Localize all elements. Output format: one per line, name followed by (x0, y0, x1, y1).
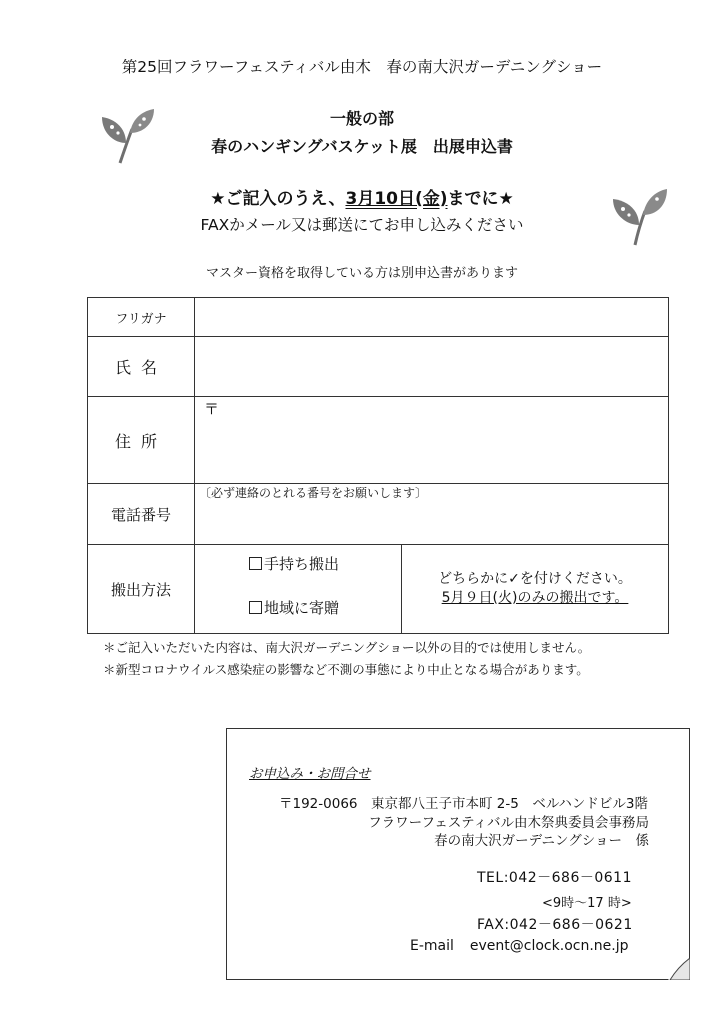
checkbox-icon[interactable] (249, 601, 262, 614)
submit-methods: FAXかメール又は郵送にてお申し込みください (200, 216, 524, 234)
deadline-date: 3月10日(金) (345, 189, 448, 209)
furigana-label: フリガナ (88, 298, 195, 337)
row-phone (88, 484, 669, 545)
contact-show: 春の南大沢ガーデニングショー 係 (434, 833, 649, 849)
contact-organization: フラワーフェスティバル由木祭典委員会事務局 (368, 815, 649, 831)
contact-heading: お申込み・お問合せ (249, 766, 371, 782)
method-options (195, 545, 402, 634)
contact-address: 〒192-0066 東京都八王子市本町 2-5 ベルハンドビル3階 (279, 796, 648, 812)
master-note: マスター資格を取得している方は別申込書があります (205, 266, 518, 281)
option-hand-carry[interactable]: 手持ち搬出 (249, 553, 339, 574)
privacy-note: ＊ご記入いただいた内容は、南大沢ガーデニングショー以外の目的では使用しません。 (103, 640, 591, 655)
contact-box (226, 728, 690, 980)
row-furigana (88, 298, 669, 337)
contact-email[interactable] (410, 938, 629, 954)
contact-hours: <9時～17 時> (542, 896, 632, 911)
zip-mark: 〒 (204, 400, 220, 418)
phone-label: 電話番号 (88, 484, 195, 545)
email-label: E-mail (410, 938, 454, 954)
phone-field[interactable] (195, 484, 669, 545)
deadline-text: ★ご記入のうえ、3月10日(金)までに★ (210, 189, 514, 209)
application-form (87, 297, 669, 634)
address-field[interactable] (195, 397, 669, 484)
checkbox-icon[interactable] (249, 557, 262, 570)
method-instruction: どちらかに✓を付けください。 (438, 571, 632, 587)
address-label: 住所 (88, 397, 195, 484)
page-curl-icon (668, 958, 690, 980)
form-title: 春のハンギングバスケット展 出展申込書 (211, 137, 513, 156)
furigana-field[interactable] (195, 298, 669, 337)
phone-note: 〔必ず連絡のとれる番号をお願いします〕 (199, 486, 428, 500)
name-field[interactable] (195, 337, 669, 397)
method-date: 5月９日(火)のみの搬出です。 (441, 590, 629, 606)
contact-fax: FAX:042－686－0621 (477, 917, 633, 933)
method-note (402, 545, 669, 634)
section-title: 一般の部 (329, 109, 394, 128)
cancellation-note: ＊新型コロナウイルス感染症の影響など不測の事態により中止となる場合があります。 (103, 662, 589, 677)
row-method (88, 545, 669, 634)
name-label: 氏名 (88, 337, 195, 397)
method-label: 搬出方法 (88, 545, 195, 634)
row-address (88, 397, 669, 484)
row-name (88, 337, 669, 397)
event-title: 第25回フラワーフェスティバル由木 春の南大沢ガーデニングショー (121, 58, 603, 76)
contact-tel: TEL:042－686－0611 (477, 870, 632, 886)
email-address: event@clock.ocn.ne.jp (469, 938, 629, 954)
option-donate[interactable]: 地域に寄贈 (249, 597, 339, 618)
